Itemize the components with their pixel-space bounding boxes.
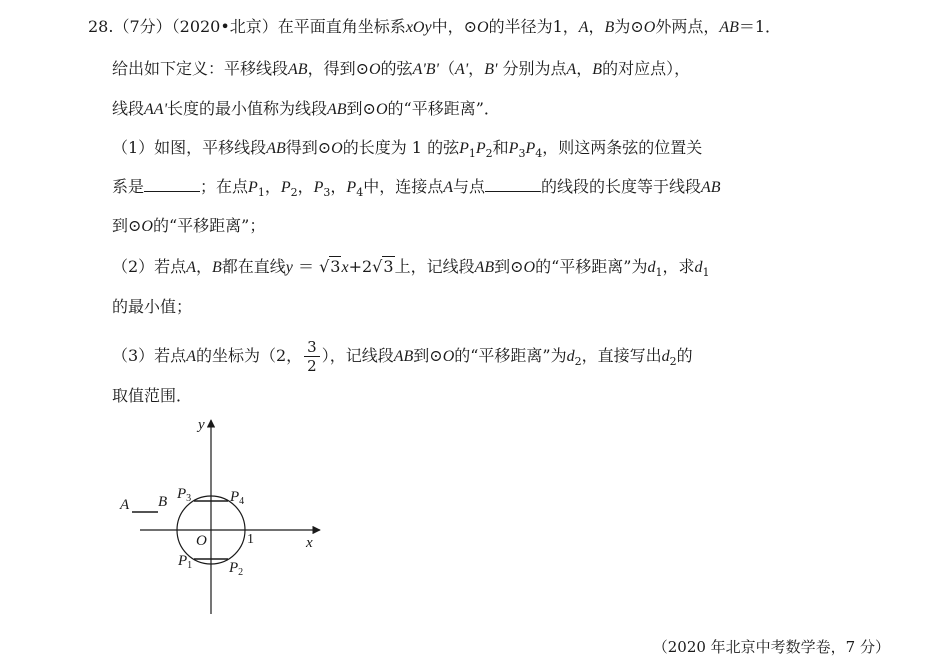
problem-statement-line-3: 线段AA'长度的最小值称为线段AB到⊙O的“平移距离”． (112, 99, 500, 118)
point-p2-label: $P_2$ (229, 560, 244, 578)
point-p4-label: $P_4$ (230, 489, 245, 507)
source-footer: （2020 年北京中考数学卷，7 分） (652, 638, 890, 656)
problem-number: 28. (88, 17, 114, 36)
part2-line-1: （2）若点A，B都在直线y ＝ √3x+2√3上，记线段AB到⊙O的“平移距离”为$d_1$，求$d_1$ (112, 257, 710, 280)
point-b-label: B (158, 494, 168, 510)
part1-line-1: （1）如图，平移线段AB得到⊙O的长度为 1 的弦$P_1P_2$和$P_3P_4$，则这两条弦的位置关 (112, 138, 703, 161)
y-axis-label: y (198, 417, 205, 433)
coordinate-figure (110, 412, 340, 617)
problem-meta: （7分）（2020•北京） (113, 17, 278, 36)
fraction-three-halves: $\frac{3}{2}$ (304, 338, 320, 375)
origin-label: O (196, 533, 207, 549)
sqrt-expression-2: √3 (372, 257, 394, 276)
part2-line-2: 的最小值； (112, 297, 193, 316)
problem-statement-line-2: 给出如下定义：平移线段AB，得到⊙O的弦A'B'（A'，B' 分别为点A，B的对应点）， (112, 59, 691, 78)
problem-statement-line-1: 28.（7分）（2020•北京）在平面直角坐标系xOy中，⊙O的半径为1，A，B为⊙O外两点，AB＝1． (88, 17, 782, 36)
point-p1-label: $P_1$ (178, 553, 193, 571)
part3-line-1: （3）若点A的坐标为（2， $\frac{3}{2}$ ），记线段AB到⊙O的“平移距离”为$d_2$，直接写出$d_2$的 (112, 338, 693, 375)
point-a-label: A (120, 497, 130, 513)
answer-blank-2[interactable] (485, 177, 541, 192)
sqrt-expression-1: √3 (319, 257, 341, 276)
part1-line-2: 系是 ；在点$P_1$，$P_2$，$P_3$，$P_4$中，连接点A与点 的线段的长度等于线段AB (112, 177, 721, 200)
x-axis-label: x (306, 535, 313, 551)
tick-one-label: 1 (247, 532, 254, 547)
part1-line-3: 到⊙O的“平移距离”； (112, 216, 266, 235)
point-p3-label: $P_3$ (177, 486, 192, 504)
part3-line-2: 取值范围． (112, 386, 193, 405)
answer-blank-1[interactable] (144, 177, 200, 192)
